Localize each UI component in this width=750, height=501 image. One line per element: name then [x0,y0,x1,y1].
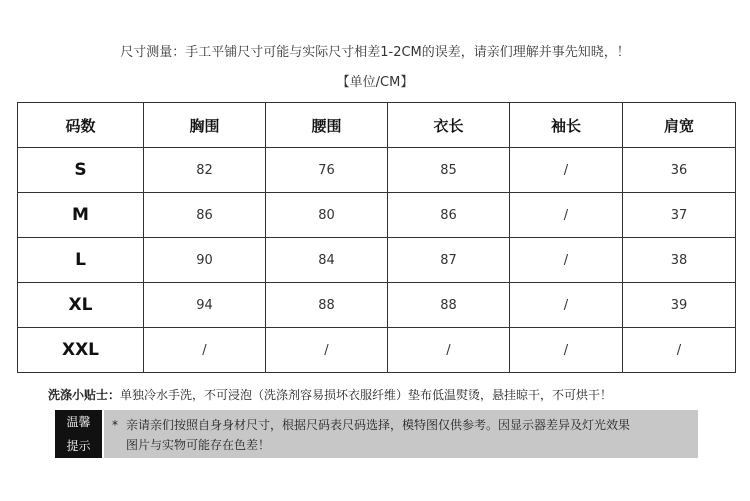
shoulder-cell: / [623,328,736,373]
chest-cell: 94 [144,283,266,328]
table-row [18,148,736,193]
column-header-sleeve: 袖长 [510,103,623,148]
sleeve-cell: / [510,238,623,283]
sleeve-cell: / [510,328,623,373]
waist-cell: / [266,328,388,373]
measurement-note: 尺寸测量：手工平铺尺寸可能与实际尺寸相差1-2CM的误差，请亲们理解并事先知晓，！ [120,45,630,60]
table-row [18,193,736,238]
column-header-waist: 腰围 [266,103,388,148]
shoulder-cell: 37 [623,193,736,238]
waist-cell: 80 [266,193,388,238]
washing-tips-text: 单独冷水手洗，不可浸泡（洗涤剂容易损坏衣服纤维）垫布低温熨烫，悬挂晾干，不可烘干！ [120,388,613,402]
length-cell: 88 [388,283,510,328]
warm-tip-line2: 图片与实物可能存在色差！ [126,438,271,452]
chest-cell: 90 [144,238,266,283]
size-label: M [18,193,144,238]
column-header-size: 码数 [18,103,144,148]
column-header-chest: 胸围 [144,103,266,148]
washing-tips-label: 洗涤小贴士： [48,388,121,402]
sleeve-cell: / [510,283,623,328]
length-cell: 86 [388,193,510,238]
sleeve-cell: / [510,148,623,193]
waist-cell: 76 [266,148,388,193]
waist-cell: 84 [266,238,388,283]
warm-tip-line1 [112,415,690,435]
warm-tip-content [104,410,698,458]
warm-tip-text1: 亲请亲们按照自身身材尺寸，根据尺码表尺码选择，模特图仅供参考。因显示器差异及灯光效果 [126,418,631,432]
table-row [18,283,736,328]
column-header-shoulder: 肩宽 [623,103,736,148]
column-header-length: 衣长 [388,103,510,148]
chest-cell: 82 [144,148,266,193]
length-cell: 85 [388,148,510,193]
warm-tip-badge [55,410,102,458]
size-label: L [18,238,144,283]
asterisk-icon: * [112,418,118,432]
size-label: S [18,148,144,193]
size-label: XL [18,283,144,328]
washing-tips [48,386,612,403]
shoulder-cell: 36 [623,148,736,193]
warm-tip-badge-line1: 温馨 [66,415,91,429]
shoulder-cell: 39 [623,283,736,328]
chest-cell: 86 [144,193,266,238]
waist-cell: 88 [266,283,388,328]
size-label: XXL [18,328,144,373]
shoulder-cell: 38 [623,238,736,283]
length-cell: / [388,328,510,373]
table-row [18,238,736,283]
warm-tip-badge-line2: 提示 [66,439,91,453]
length-cell: 87 [388,238,510,283]
sleeve-cell: / [510,193,623,238]
chest-cell: / [144,328,266,373]
unit-label: 【单位/CM】 [336,75,414,90]
size-chart-table [17,102,736,373]
table-header-row [18,103,736,148]
table-row [18,328,736,373]
